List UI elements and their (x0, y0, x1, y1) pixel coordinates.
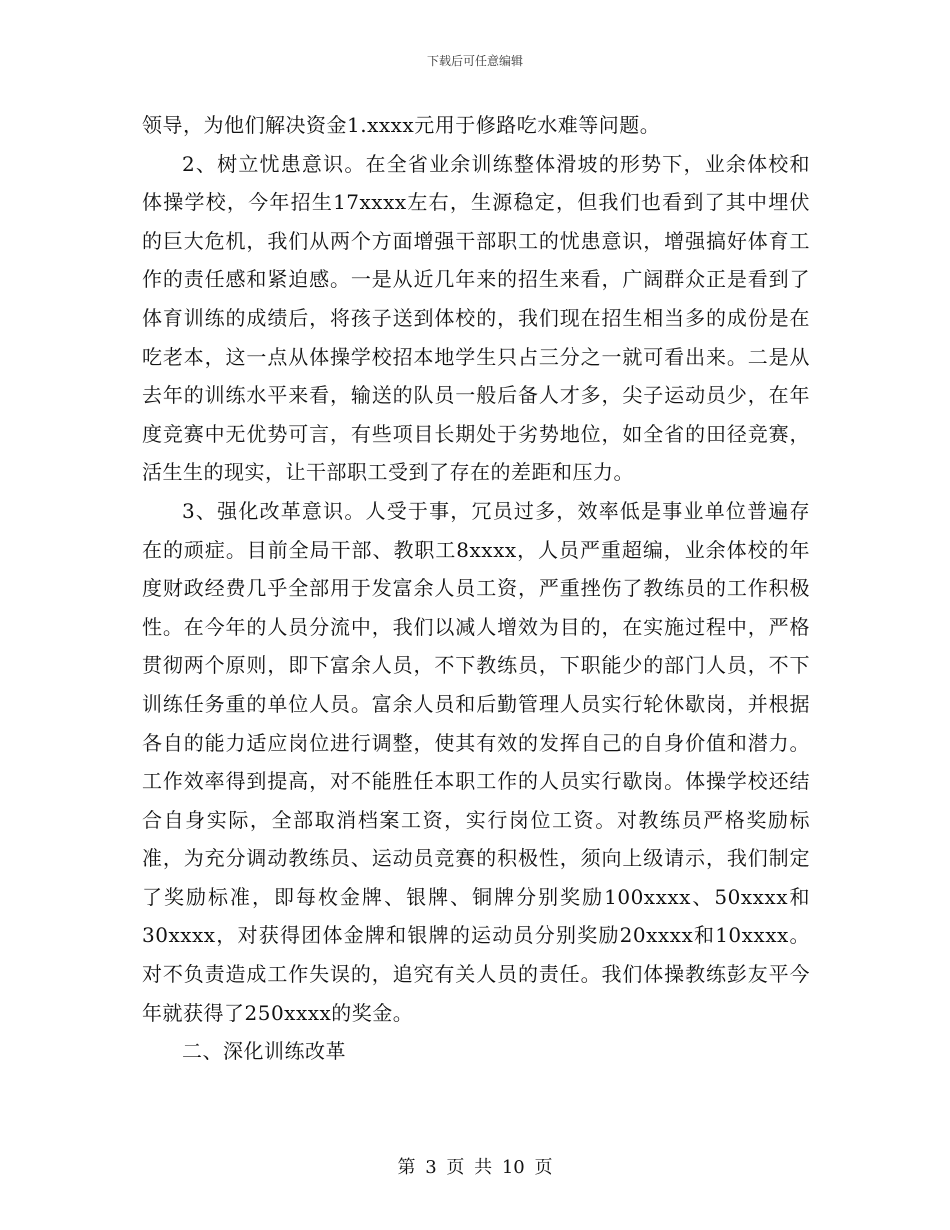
paragraph-awareness-of-crisis: 2、树立忧患意识。在全省业余训练整体滑坡的形势下，业余体校和体操学校，今年招生17xxxx左右，生源稳定，但我们也看到了其中埋伏的巨大危机，我们从两个方面增强干部职工的忧患意识，增强搞好体育工作的责任感和紧迫感。一是从近几年来的招生来看，广阔群众正是看到了体育训练的成绩后，将孩子送到体校的，我们现在招生相当多的成份是在吃老本，这一点从体操学校招本地学生只占三分之一就可看出来。二是从去年的训练水平来看，输送的队员一般后备人才多，尖子运动员少，在年度竞赛中无优势可言，有些项目长期处于劣势地位，如全省的田径竞赛，活生生的现实，让干部职工受到了存在的差距和压力。 (142, 151, 810, 485)
paragraph-reform-awareness: 3、强化改革意识。人受于事，冗员过多，效率低是事业单位普遍存在的顽症。目前全局干部、教职工8xxxx，人员严重超编，业余体校的年度财政经费几乎全部用于发富余人员工资，严重挫伤了教练员的工作积极性。在今年的人员分流中，我们以减人增效为目的，在实施过程中，严格贯彻两个原则，即下富余人员，不下教练员，下职能少的部门人员，不下训练任务重的单位人员。富余人员和后勤管理人员实行轮休歇岗，并根据各自的能力适应岗位进行调整，使其有效的发挥自己的自身价值和潜力。工作效率得到提高，对不能胜任本职工作的人员实行歇岗。体操学校还结合自身实际，全部取消档案工资，实行岗位工资。对教练员严格奖励标准，为充分调动教练员、运动员竞赛的积极性，须向上级请示，我们制定了奖励标准，即每枚金牌、银牌、铜牌分别奖励100xxxx、50xxxx和30xxxx，对获得团体金牌和银牌的运动员分别奖励20xxxx和10xxxx。对不负责造成工作失误的，追究有关人员的责任。我们体操教练彭友平今年就获得了250xxxx的奖金。 (142, 498, 810, 1025)
section-heading: 二、深化训练改革 (182, 1039, 346, 1064)
header-note: 下载后可任意编辑 (426, 54, 523, 68)
page-indicator: 第 3 页 共 10 页 (397, 1157, 553, 1178)
paragraph-continuation: 领导，为他们解决资金1.xxxx元用于修路吃水难等问题。 (142, 113, 661, 137)
document-body (142, 106, 810, 1071)
